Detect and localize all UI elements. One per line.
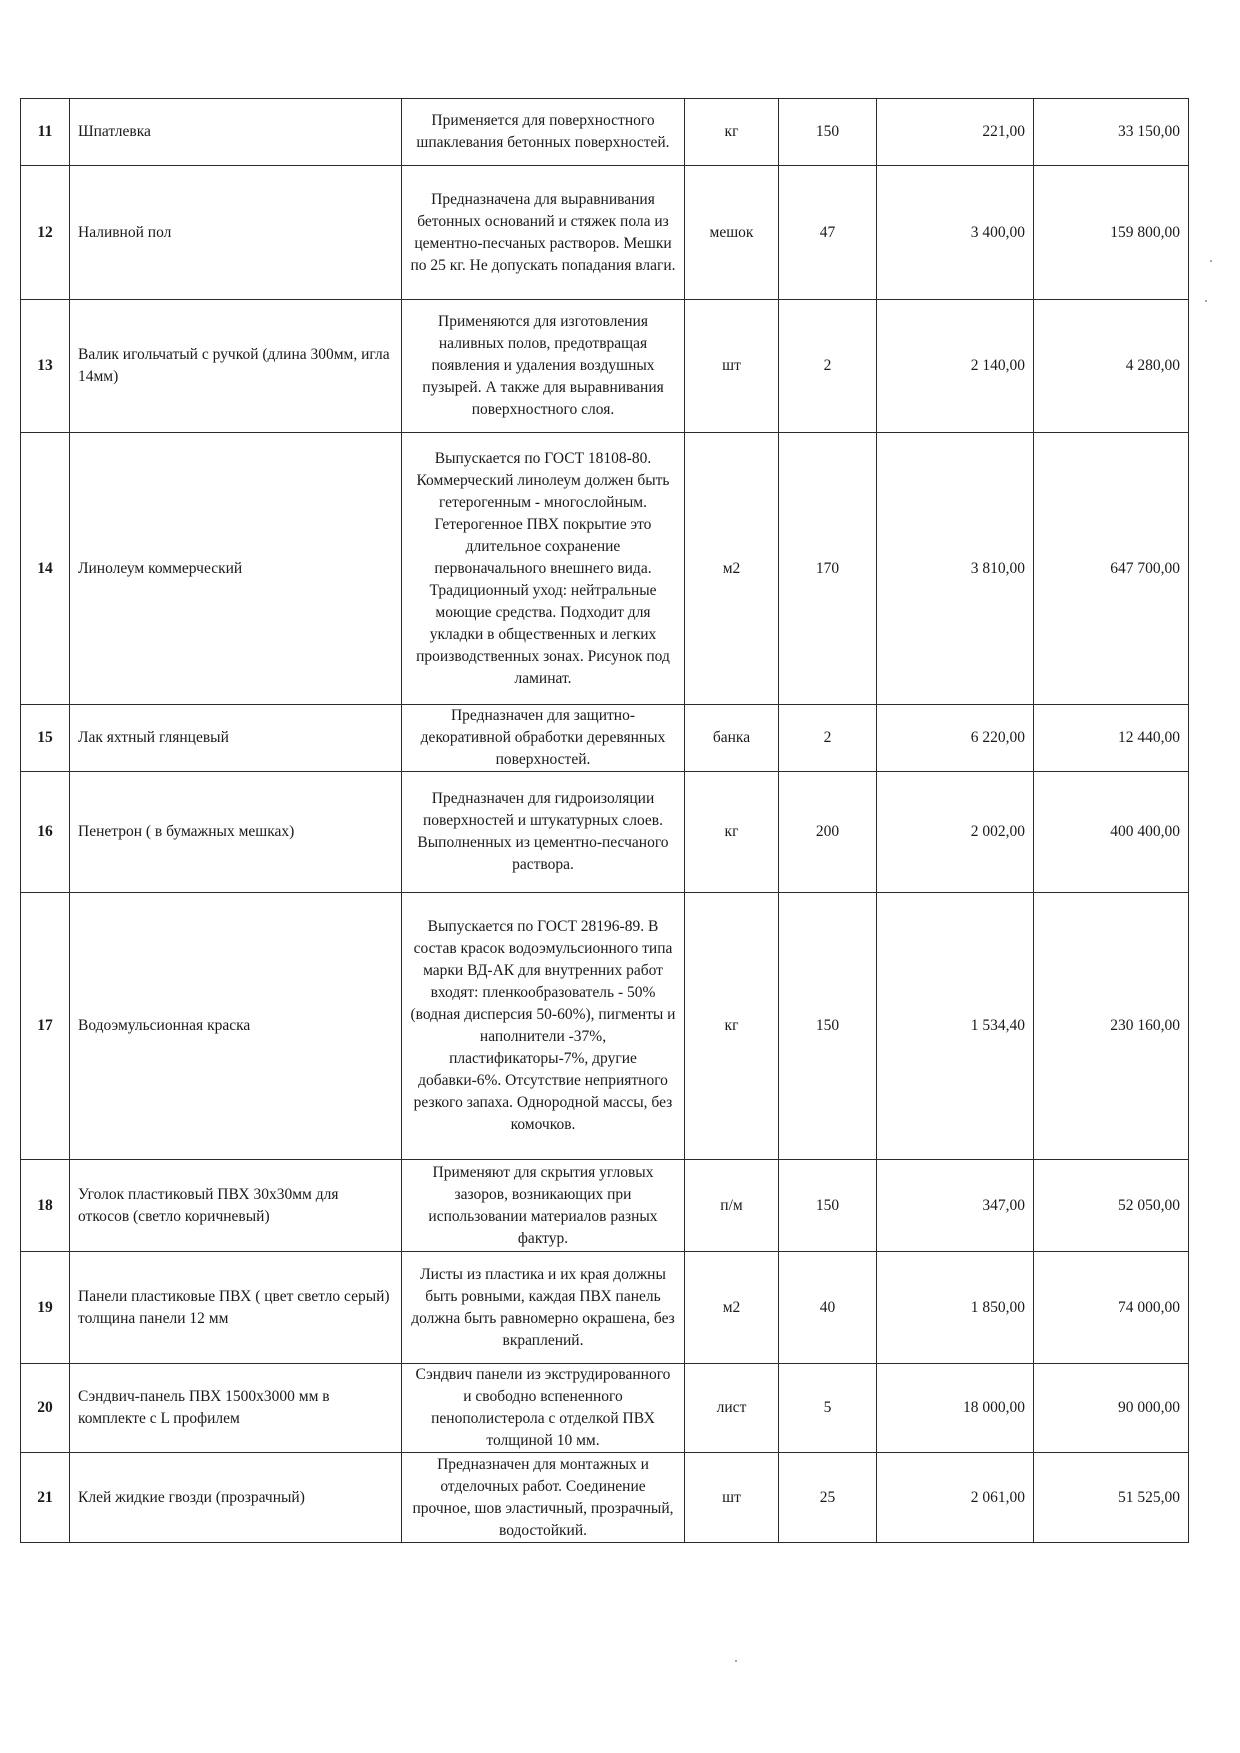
item-unit: м2 xyxy=(685,433,779,705)
item-name: Пенетрон ( в бумажных мешках) xyxy=(70,772,402,893)
table-row xyxy=(21,1364,1189,1453)
row-number: 14 xyxy=(21,433,70,705)
row-number: 11 xyxy=(21,99,70,166)
table-row xyxy=(21,433,1189,705)
item-unit: шт xyxy=(685,1453,779,1543)
table-row xyxy=(21,166,1189,300)
specification-sheet xyxy=(20,98,1188,1543)
item-quantity: 2 xyxy=(779,705,877,772)
table-row xyxy=(21,705,1189,772)
item-description: Сэндвич панели из экструдированного и свободно вспененного пенополистерола с отделкой ПВХ толщиной 10 мм. xyxy=(402,1364,685,1453)
item-total: 52 050,00 xyxy=(1034,1160,1189,1252)
item-quantity: 200 xyxy=(779,772,877,893)
item-quantity: 25 xyxy=(779,1453,877,1543)
item-unit-price: 3 400,00 xyxy=(877,166,1034,300)
item-name: Линолеум коммерческий xyxy=(70,433,402,705)
item-total: 159 800,00 xyxy=(1034,166,1189,300)
item-quantity: 5 xyxy=(779,1364,877,1453)
item-name: Панели пластиковые ПВХ ( цвет светло серый) толщина панели 12 мм xyxy=(70,1252,402,1364)
item-unit-price: 1 534,40 xyxy=(877,893,1034,1160)
item-unit: м2 xyxy=(685,1252,779,1364)
item-description: Применяют для скрытия угловых зазоров, возникающих при использовании материалов разных фактур. xyxy=(402,1160,685,1252)
row-number: 15 xyxy=(21,705,70,772)
item-unit: кг xyxy=(685,772,779,893)
item-unit-price: 2 061,00 xyxy=(877,1453,1034,1543)
item-name: Наливной пол xyxy=(70,166,402,300)
item-description: Применяется для поверхностного шпаклевания бетонных поверхностей. xyxy=(402,99,685,166)
item-description: Предназначен для монтажных и отделочных работ. Соединение прочное, шов эластичный, прозрачный, водостойкий. xyxy=(402,1453,685,1543)
row-number: 16 xyxy=(21,772,70,893)
item-quantity: 2 xyxy=(779,300,877,433)
item-quantity: 40 xyxy=(779,1252,877,1364)
item-total: 4 280,00 xyxy=(1034,300,1189,433)
item-unit-price: 3 810,00 xyxy=(877,433,1034,705)
item-name: Сэндвич-панель ПВХ 1500х3000 мм в комплекте с L профилем xyxy=(70,1364,402,1453)
item-description: Предназначен для защитно-декоративной обработки деревянных поверхностей. xyxy=(402,705,685,772)
row-number: 18 xyxy=(21,1160,70,1252)
item-quantity: 150 xyxy=(779,893,877,1160)
table-row xyxy=(21,1160,1189,1252)
item-unit-price: 347,00 xyxy=(877,1160,1034,1252)
item-total: 230 160,00 xyxy=(1034,893,1189,1160)
item-quantity: 150 xyxy=(779,99,877,166)
item-description: Предназначена для выравнивания бетонных оснований и стяжек пола из цементно-песчаных растворов. Мешки по 25 кг. Не допускать попадания влаги. xyxy=(402,166,685,300)
item-unit-price: 221,00 xyxy=(877,99,1034,166)
scan-speck xyxy=(1205,300,1207,302)
item-name: Клей жидкие гвозди (прозрачный) xyxy=(70,1453,402,1543)
item-description: Выпускается по ГОСТ 28196-89. В состав красок водоэмульсионного типа марки ВД-АК для внутренних работ входят: пленкообразователь - 50%(водная дисперсия 50-60%), пигменты и наполнители -37%, пластификаторы-7%, другие добавки-6%. Отсутствие неприятного резкого запаха. Однородной массы, без комочков. xyxy=(402,893,685,1160)
item-name: Валик игольчатый с ручкой (длина 300мм, игла 14мм) xyxy=(70,300,402,433)
item-unit: шт xyxy=(685,300,779,433)
item-description: Выпускается по ГОСТ 18108-80. Коммерческий линолеум должен быть гетерогенным - многослойным. Гетерогенное ПВХ покрытие это длительное сохранение первоначального внешнего вида. Традиционный уход: нейтральные моющие средства. Подходит для укладки в общественных и легких производственных зонах. Рисунок под ламинат. xyxy=(402,433,685,705)
row-number: 17 xyxy=(21,893,70,1160)
item-unit: кг xyxy=(685,99,779,166)
table-row xyxy=(21,893,1189,1160)
item-name: Шпатлевка xyxy=(70,99,402,166)
item-unit: п/м xyxy=(685,1160,779,1252)
item-quantity: 170 xyxy=(779,433,877,705)
item-description: Предназначен для гидроизоляции поверхностей и штукатурных слоев. Выполненных из цементно-песчаного раствора. xyxy=(402,772,685,893)
table-row xyxy=(21,772,1189,893)
row-number: 20 xyxy=(21,1364,70,1453)
item-total: 90 000,00 xyxy=(1034,1364,1189,1453)
item-unit: банка xyxy=(685,705,779,772)
materials-table xyxy=(20,98,1189,1543)
item-unit-price: 18 000,00 xyxy=(877,1364,1034,1453)
table-row xyxy=(21,1453,1189,1543)
scan-speck xyxy=(1210,260,1212,262)
item-unit: мешок xyxy=(685,166,779,300)
item-unit-price: 2 140,00 xyxy=(877,300,1034,433)
scan-speck xyxy=(735,1660,737,1662)
item-total: 51 525,00 xyxy=(1034,1453,1189,1543)
materials-table-body xyxy=(21,99,1189,1543)
item-unit-price: 6 220,00 xyxy=(877,705,1034,772)
item-total: 12 440,00 xyxy=(1034,705,1189,772)
item-total: 647 700,00 xyxy=(1034,433,1189,705)
table-row xyxy=(21,99,1189,166)
item-unit-price: 1 850,00 xyxy=(877,1252,1034,1364)
item-description: Применяются для изготовления наливных полов, предотвращая появления и удаления воздушных пузырей. А также для выравнивания поверхностного слоя. xyxy=(402,300,685,433)
row-number: 21 xyxy=(21,1453,70,1543)
row-number: 13 xyxy=(21,300,70,433)
item-quantity: 47 xyxy=(779,166,877,300)
row-number: 19 xyxy=(21,1252,70,1364)
item-description: Листы из пластика и их края должны быть ровными, каждая ПВХ панель должна быть равномерно окрашена, без вкраплений. xyxy=(402,1252,685,1364)
table-row xyxy=(21,1252,1189,1364)
table-row xyxy=(21,300,1189,433)
item-quantity: 150 xyxy=(779,1160,877,1252)
item-name: Уголок пластиковый ПВХ 30х30мм для откосов (светло коричневый) xyxy=(70,1160,402,1252)
item-total: 74 000,00 xyxy=(1034,1252,1189,1364)
item-total: 400 400,00 xyxy=(1034,772,1189,893)
row-number: 12 xyxy=(21,166,70,300)
item-unit-price: 2 002,00 xyxy=(877,772,1034,893)
item-unit: кг xyxy=(685,893,779,1160)
item-name: Лак яхтный глянцевый xyxy=(70,705,402,772)
item-name: Водоэмульсионная краска xyxy=(70,893,402,1160)
item-total: 33 150,00 xyxy=(1034,99,1189,166)
item-unit: лист xyxy=(685,1364,779,1453)
